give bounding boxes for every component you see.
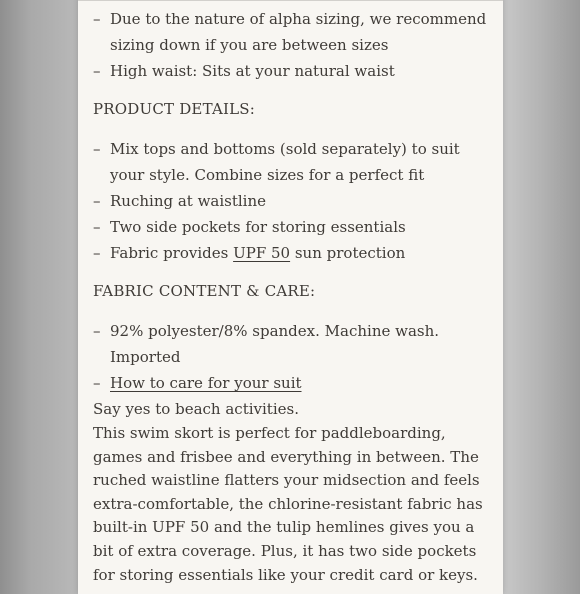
dash-bullet: –	[93, 374, 101, 392]
dash-bullet: –	[93, 218, 101, 236]
tagline: Say yes to beach activities.	[93, 400, 299, 418]
list-item-text: Due to the nature of alpha sizing, we recommend sizing down if you are between sizes	[110, 10, 487, 54]
upf-50-link[interactable]: UPF 50	[233, 244, 291, 262]
description-paragraph: This swim skort is perfect for paddleboarding, games and frisbee and everything in between. The ruched waistline flatters your midsection and feels extra-comfortable, the chlorine-resistant fabric has built-in UPF 50 and the tulip hemlines gives you a bit of extra coverage. Plus, it has two side pockets for storing essentials like your credit card or keys.	[93, 424, 483, 584]
list-item-text: Mix tops and bottoms (sold separately) to suit your style. Combine sizes for a perfect fit	[110, 140, 460, 184]
fabric-care-heading: FABRIC CONTENT & CARE:	[93, 282, 316, 300]
list-item	[93, 370, 491, 396]
dash-bullet: –	[93, 140, 101, 158]
product-details-heading	[93, 96, 491, 122]
list-item-text-before: Fabric provides	[110, 244, 234, 262]
sizing-list	[93, 6, 491, 84]
list-item-text: Ruching at waistline	[110, 192, 267, 210]
care-instructions-link[interactable]: How to care for your suit	[110, 374, 302, 392]
panel-top-edge	[78, 0, 503, 1]
product-details-list	[93, 136, 491, 266]
dash-bullet: –	[93, 244, 101, 262]
list-item	[93, 240, 491, 266]
product-description-panel	[78, 0, 503, 594]
list-item-text-after: sun protection	[290, 244, 406, 262]
dash-bullet: –	[93, 10, 101, 28]
list-item	[93, 58, 491, 84]
description-content	[93, 6, 491, 587]
list-item	[93, 136, 491, 188]
list-item	[93, 6, 491, 58]
list-item-text: 92% polyester/8% spandex. Machine wash. Imported	[110, 322, 440, 366]
list-item-text: High waist: Sits at your natural waist	[110, 62, 395, 80]
heading-bold: DETAILS:	[179, 100, 256, 118]
fabric-care-list	[93, 318, 491, 396]
dash-bullet: –	[93, 322, 101, 340]
list-item	[93, 214, 491, 240]
list-item-text: Two side pockets for storing essentials	[110, 218, 406, 236]
dash-bullet: –	[93, 192, 101, 210]
dash-bullet: –	[93, 62, 101, 80]
list-item	[93, 318, 491, 370]
heading-prefix: PRODUCT	[93, 100, 175, 118]
list-item	[93, 188, 491, 214]
